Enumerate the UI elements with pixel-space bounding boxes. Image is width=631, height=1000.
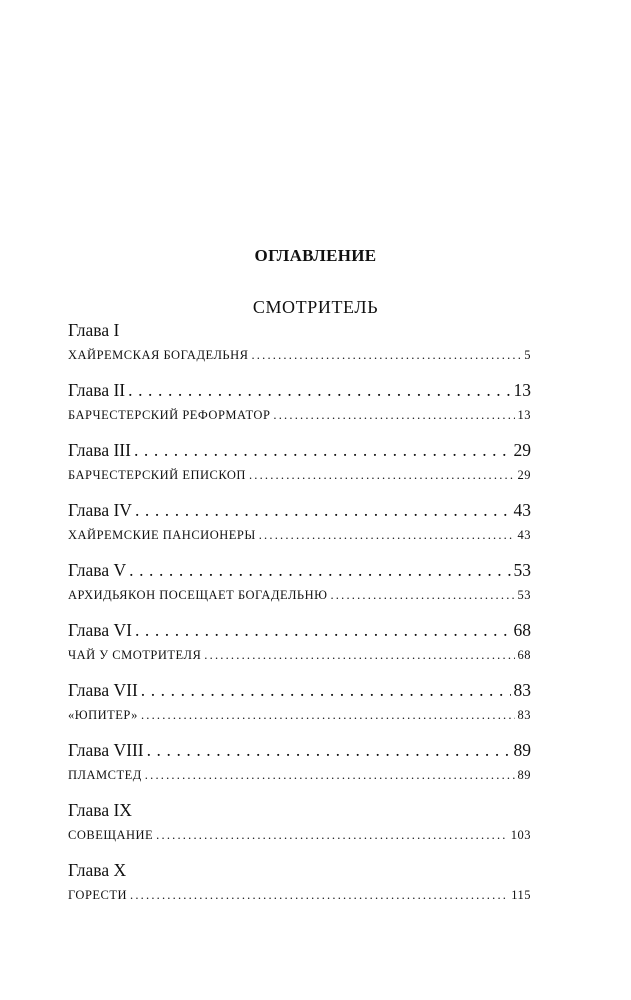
chapter-label: Глава III bbox=[68, 440, 131, 460]
chapter-line bbox=[68, 440, 531, 461]
chapter-title-line bbox=[68, 528, 531, 543]
chapter-label: Глава I bbox=[68, 320, 120, 340]
chapter-page-number: 43 bbox=[513, 500, 531, 520]
leader-dots bbox=[134, 440, 511, 461]
page-number: 43 bbox=[517, 528, 531, 542]
chapter-title-line bbox=[68, 768, 531, 783]
chapter-title-line bbox=[68, 468, 531, 483]
leader-dots bbox=[135, 500, 511, 521]
toc-entry bbox=[68, 498, 531, 558]
chapter-label: Глава V bbox=[68, 560, 127, 580]
chapter-page-number: 68 bbox=[513, 620, 531, 640]
chapter-title: БАРЧЕСТЕРСКИЙ ЕПИСКОП bbox=[68, 468, 246, 482]
chapter-title: БАРЧЕСТЕРСКИЙ РЕФОРМАТОР bbox=[68, 408, 271, 422]
chapter-title: СОВЕЩАНИЕ bbox=[68, 828, 154, 842]
chapter-title-line bbox=[68, 588, 531, 603]
chapter-title: ХАЙРЕМСКАЯ БОГАДЕЛЬНЯ bbox=[68, 348, 249, 362]
chapter-title-line bbox=[68, 888, 531, 903]
leader-dots bbox=[273, 408, 514, 423]
chapter-line bbox=[68, 380, 531, 401]
chapter-page-number: 13 bbox=[513, 380, 531, 400]
chapter-line bbox=[68, 500, 531, 521]
chapter-page-number: 53 bbox=[513, 560, 531, 580]
leader-dots bbox=[204, 648, 514, 663]
chapter-title-line bbox=[68, 828, 531, 843]
leader-dots bbox=[249, 468, 515, 483]
chapter-title-line bbox=[68, 408, 531, 423]
chapter-label: Глава X bbox=[68, 860, 127, 880]
chapter-title: ЧАЙ У СМОТРИТЕЛЯ bbox=[68, 648, 202, 662]
page-number: 53 bbox=[517, 588, 531, 602]
leader-dots bbox=[135, 620, 511, 641]
chapter-line bbox=[68, 800, 531, 821]
chapter-title-line bbox=[68, 648, 531, 663]
chapter-line bbox=[68, 680, 531, 701]
leader-dots bbox=[129, 560, 510, 581]
chapter-title: ПЛАМСТЕД bbox=[68, 768, 142, 782]
leader-dots bbox=[128, 380, 510, 401]
toc-entry bbox=[68, 318, 531, 378]
chapter-title: ХАЙРЕМСКИЕ ПАНСИОНЕРЫ bbox=[68, 528, 256, 542]
chapter-title-line bbox=[68, 348, 531, 363]
chapter-line bbox=[68, 620, 531, 641]
chapter-label: Глава VI bbox=[68, 620, 132, 640]
leader-dots bbox=[147, 740, 511, 761]
toc-entry bbox=[68, 618, 531, 678]
leader-dots bbox=[141, 708, 515, 723]
chapter-page-number: 83 bbox=[513, 680, 531, 700]
page-number: 115 bbox=[511, 888, 531, 902]
toc-entry bbox=[68, 858, 531, 918]
chapter-title: ГОРЕСТИ bbox=[68, 888, 128, 902]
toc-entry bbox=[68, 678, 531, 738]
chapter-line bbox=[68, 740, 531, 761]
chapter-label: Глава IV bbox=[68, 500, 132, 520]
chapter-label: Глава VII bbox=[68, 680, 138, 700]
leader-dots bbox=[156, 828, 508, 843]
page-number: 103 bbox=[510, 828, 531, 842]
chapter-title: АРХИДЬЯКОН ПОСЕЩАЕТ БОГАДЕЛЬНЮ bbox=[68, 588, 328, 602]
page-number: 89 bbox=[517, 768, 531, 782]
chapter-label: Глава II bbox=[68, 380, 126, 400]
toc-entry bbox=[68, 738, 531, 798]
chapter-page-number: 29 bbox=[513, 440, 531, 460]
page-number: 83 bbox=[517, 708, 531, 722]
chapter-title-line bbox=[68, 708, 531, 723]
page-number: 29 bbox=[517, 468, 531, 482]
chapter-line bbox=[68, 560, 531, 581]
leader-dots bbox=[251, 348, 521, 363]
toc-entry bbox=[68, 438, 531, 498]
toc-entry bbox=[68, 378, 531, 438]
chapter-title: «ЮПИТЕР» bbox=[68, 708, 138, 722]
chapter-label: Глава IX bbox=[68, 800, 132, 820]
leader-dots bbox=[141, 680, 511, 701]
leader-dots bbox=[330, 588, 514, 603]
page-number: 68 bbox=[517, 648, 531, 662]
leader-dots bbox=[130, 888, 508, 903]
chapter-line bbox=[68, 860, 531, 881]
leader-dots bbox=[259, 528, 515, 543]
chapter-page-number: 89 bbox=[513, 740, 531, 760]
toc-entry bbox=[68, 558, 531, 618]
chapter-line bbox=[68, 320, 531, 341]
chapter-label: Глава VIII bbox=[68, 740, 144, 760]
page-number: 13 bbox=[517, 408, 531, 422]
page-number: 5 bbox=[524, 348, 531, 362]
toc-list bbox=[68, 318, 531, 918]
leader-dots bbox=[145, 768, 515, 783]
part-title: СМОТРИТЕЛЬ bbox=[252, 297, 379, 317]
toc-heading: ОГЛАВЛЕНИЕ bbox=[254, 246, 377, 265]
toc-entry bbox=[68, 798, 531, 858]
